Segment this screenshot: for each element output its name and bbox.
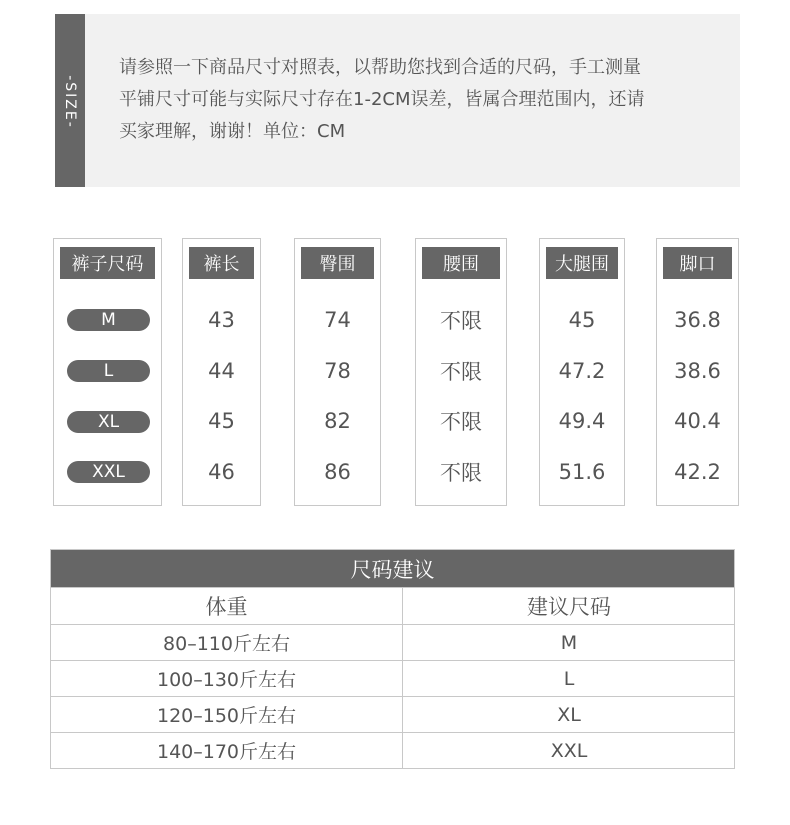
note-line: 平铺尺寸可能与实际尺寸存在1-2CM误差，皆属合理范围内，还请 [119,89,645,110]
table-row [51,732,734,768]
pants-length-value: 44 [208,359,235,383]
note-line: 买家理解，谢谢！单位：CM [119,121,346,142]
waist-value: 不限 [440,360,482,384]
thigh-header: 大腿围 [546,247,618,279]
thigh-value: 49.4 [558,409,606,433]
weight-header: 体重 [51,588,403,624]
weight-cell: 80–110斤左右 [51,625,403,660]
recommendation-header-row [51,587,734,624]
weight-cell: 100–130斤左右 [51,661,403,696]
pants-length-header: 裤长 [189,247,254,279]
pants-length-column [182,238,261,506]
pants-length-value: 46 [208,460,235,484]
hip-column [294,238,381,506]
table-row [51,624,734,660]
table-row [51,660,734,696]
thigh-value: 51.6 [558,460,606,484]
size-label-xxl: XXL [67,461,150,483]
pants-length-value: 45 [208,409,235,433]
leg-opening-value: 38.6 [674,359,721,383]
recommendation-title: 尺码建议 [51,550,734,587]
suggested-size-header: 建议尺码 [527,595,611,619]
waist-column [415,238,507,506]
size-cell: XXL [550,739,588,762]
waist-value: 不限 [440,309,482,333]
hip-value: 86 [324,460,351,484]
size-label-l: L [67,360,150,382]
weight-cell: 120–150斤左右 [51,697,403,732]
waist-header: 腰围 [422,247,500,279]
waist-value: 不限 [440,410,482,434]
size-tab [55,14,85,187]
hip-value: 74 [324,308,351,332]
pants-length-value: 43 [208,308,235,332]
note-line: 请参照一下商品尺寸对照表，以帮助您找到合适的尺码，手工测量 [119,57,641,78]
size-label-m: M [67,309,150,331]
hip-header: 臀围 [301,247,374,279]
waist-value: 不限 [440,461,482,485]
size-cell: M [560,631,578,654]
thigh-value: 47.2 [558,359,606,383]
table-row [51,696,734,732]
leg-opening-value: 40.4 [674,409,721,433]
leg-opening-header: 脚口 [663,247,732,279]
thigh-column [539,238,625,506]
size-tab-label: -SIZE- [62,75,78,129]
size-note-box [55,14,740,187]
thigh-value: 45 [568,308,596,332]
size-cell: XL [557,703,581,726]
size-note-text [119,52,719,148]
leg-opening-column [656,238,739,506]
size-label-xl: XL [67,411,150,433]
leg-opening-value: 36.8 [674,308,721,332]
hip-value: 82 [324,409,351,433]
size-recommendation-table [50,549,735,769]
size-column-header: 裤子尺码 [60,247,155,279]
leg-opening-value: 42.2 [674,460,721,484]
hip-value: 78 [324,359,351,383]
size-cell: L [563,667,575,690]
weight-cell: 140–170斤左右 [51,733,403,768]
size-column [53,238,162,506]
